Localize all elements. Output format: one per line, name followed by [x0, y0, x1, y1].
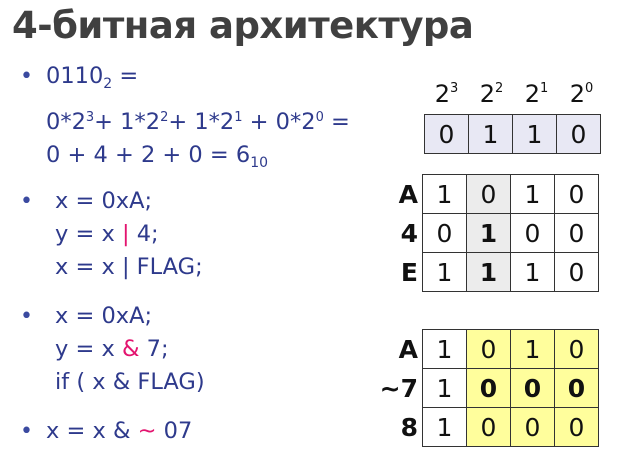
code-line: x = x &	[46, 418, 138, 444]
code-line: y = x	[55, 336, 122, 362]
code-line: y = x	[55, 221, 122, 247]
code-line: 7;	[139, 336, 169, 362]
bit-cell: 1	[423, 253, 467, 292]
equals-sign: =	[112, 63, 139, 89]
bit-cell: 1	[423, 369, 467, 408]
bit-cell: 1	[513, 115, 557, 154]
bullet-dot-icon: •	[20, 304, 33, 329]
not-operator: ~	[137, 418, 157, 444]
bit-cell: 1	[423, 408, 467, 447]
bit-cell: 1	[423, 330, 467, 369]
bit-cell: 1	[511, 330, 555, 369]
bit-cell: 0	[555, 175, 599, 214]
row-label: E	[400, 257, 418, 287]
sum-line: 0 + 4 + 2 + 0 = 6	[46, 142, 251, 168]
bit-cell: 0	[467, 175, 511, 214]
bullet-not-example	[20, 415, 192, 448]
bit-cell: 0	[557, 115, 601, 154]
bit-cell: 1	[511, 175, 555, 214]
table-row	[373, 369, 599, 408]
bit-cell: 0	[467, 408, 511, 447]
expansion-line: $0*2^3+ 1*2^2+ 1*2^1 + 0*2^0$ =	[46, 109, 350, 135]
bullet-binary-conversion	[20, 60, 350, 180]
table-row	[425, 115, 601, 154]
code-line: 4;	[129, 221, 159, 247]
bit-cell: 0	[511, 408, 555, 447]
binary-table	[424, 114, 601, 154]
bit-cell: 0	[555, 408, 599, 447]
row-label: A	[398, 179, 418, 209]
bullet-dot-icon: •	[20, 189, 33, 214]
bit-cell: 0	[467, 330, 511, 369]
row-label: 4	[400, 218, 418, 248]
power-label: $2^0$	[569, 80, 594, 108]
power-label: $2^1$	[524, 80, 549, 108]
code-line: x = x | FLAG;	[55, 254, 203, 280]
bit-cell: 0	[423, 214, 467, 253]
slide-title: 4-битная архитектура	[12, 4, 474, 47]
or-operator: |	[121, 221, 130, 247]
bit-cell: 1	[511, 253, 555, 292]
bit-cell: 0	[511, 369, 555, 408]
bullet-dot-icon: •	[20, 64, 33, 89]
row-label: ~7	[379, 373, 418, 403]
bit-cell: 0	[511, 214, 555, 253]
table-row	[373, 253, 599, 292]
table-row	[373, 408, 599, 447]
table-row	[373, 214, 599, 253]
code-line: x = 0xA;	[55, 303, 153, 329]
and-table	[373, 329, 599, 447]
code-line: x = 0xA;	[55, 188, 153, 214]
and-operator: &	[121, 336, 140, 362]
power-label: $2^2$	[479, 80, 504, 108]
code-line: 07	[156, 418, 193, 444]
power-label: $2^3$	[434, 80, 459, 108]
code-line: if ( x & FLAG)	[55, 369, 205, 395]
bit-cell: 0	[425, 115, 469, 154]
table-row	[373, 330, 599, 369]
bit-cell: 0	[555, 253, 599, 292]
bit-cell: 1	[469, 115, 513, 154]
bit-cell: 1	[467, 253, 511, 292]
bit-cell: 1	[467, 214, 511, 253]
bullet-dot-icon: •	[20, 419, 33, 444]
base-subscript: 2	[103, 76, 113, 92]
powers-header	[424, 80, 604, 108]
bullet-and-example	[20, 300, 205, 399]
bit-cell: 0	[555, 214, 599, 253]
bit-cell: 0	[555, 369, 599, 408]
or-table	[373, 174, 599, 292]
bit-cell: 0	[467, 369, 511, 408]
row-label: 8	[400, 412, 418, 442]
binary-number: 0110	[46, 63, 104, 89]
bullet-or-example	[20, 185, 203, 284]
table-row	[373, 175, 599, 214]
bit-cell: 0	[555, 330, 599, 369]
decimal-subscript: 10	[250, 155, 269, 171]
bit-cell: 1	[423, 175, 467, 214]
row-label: A	[398, 334, 418, 364]
